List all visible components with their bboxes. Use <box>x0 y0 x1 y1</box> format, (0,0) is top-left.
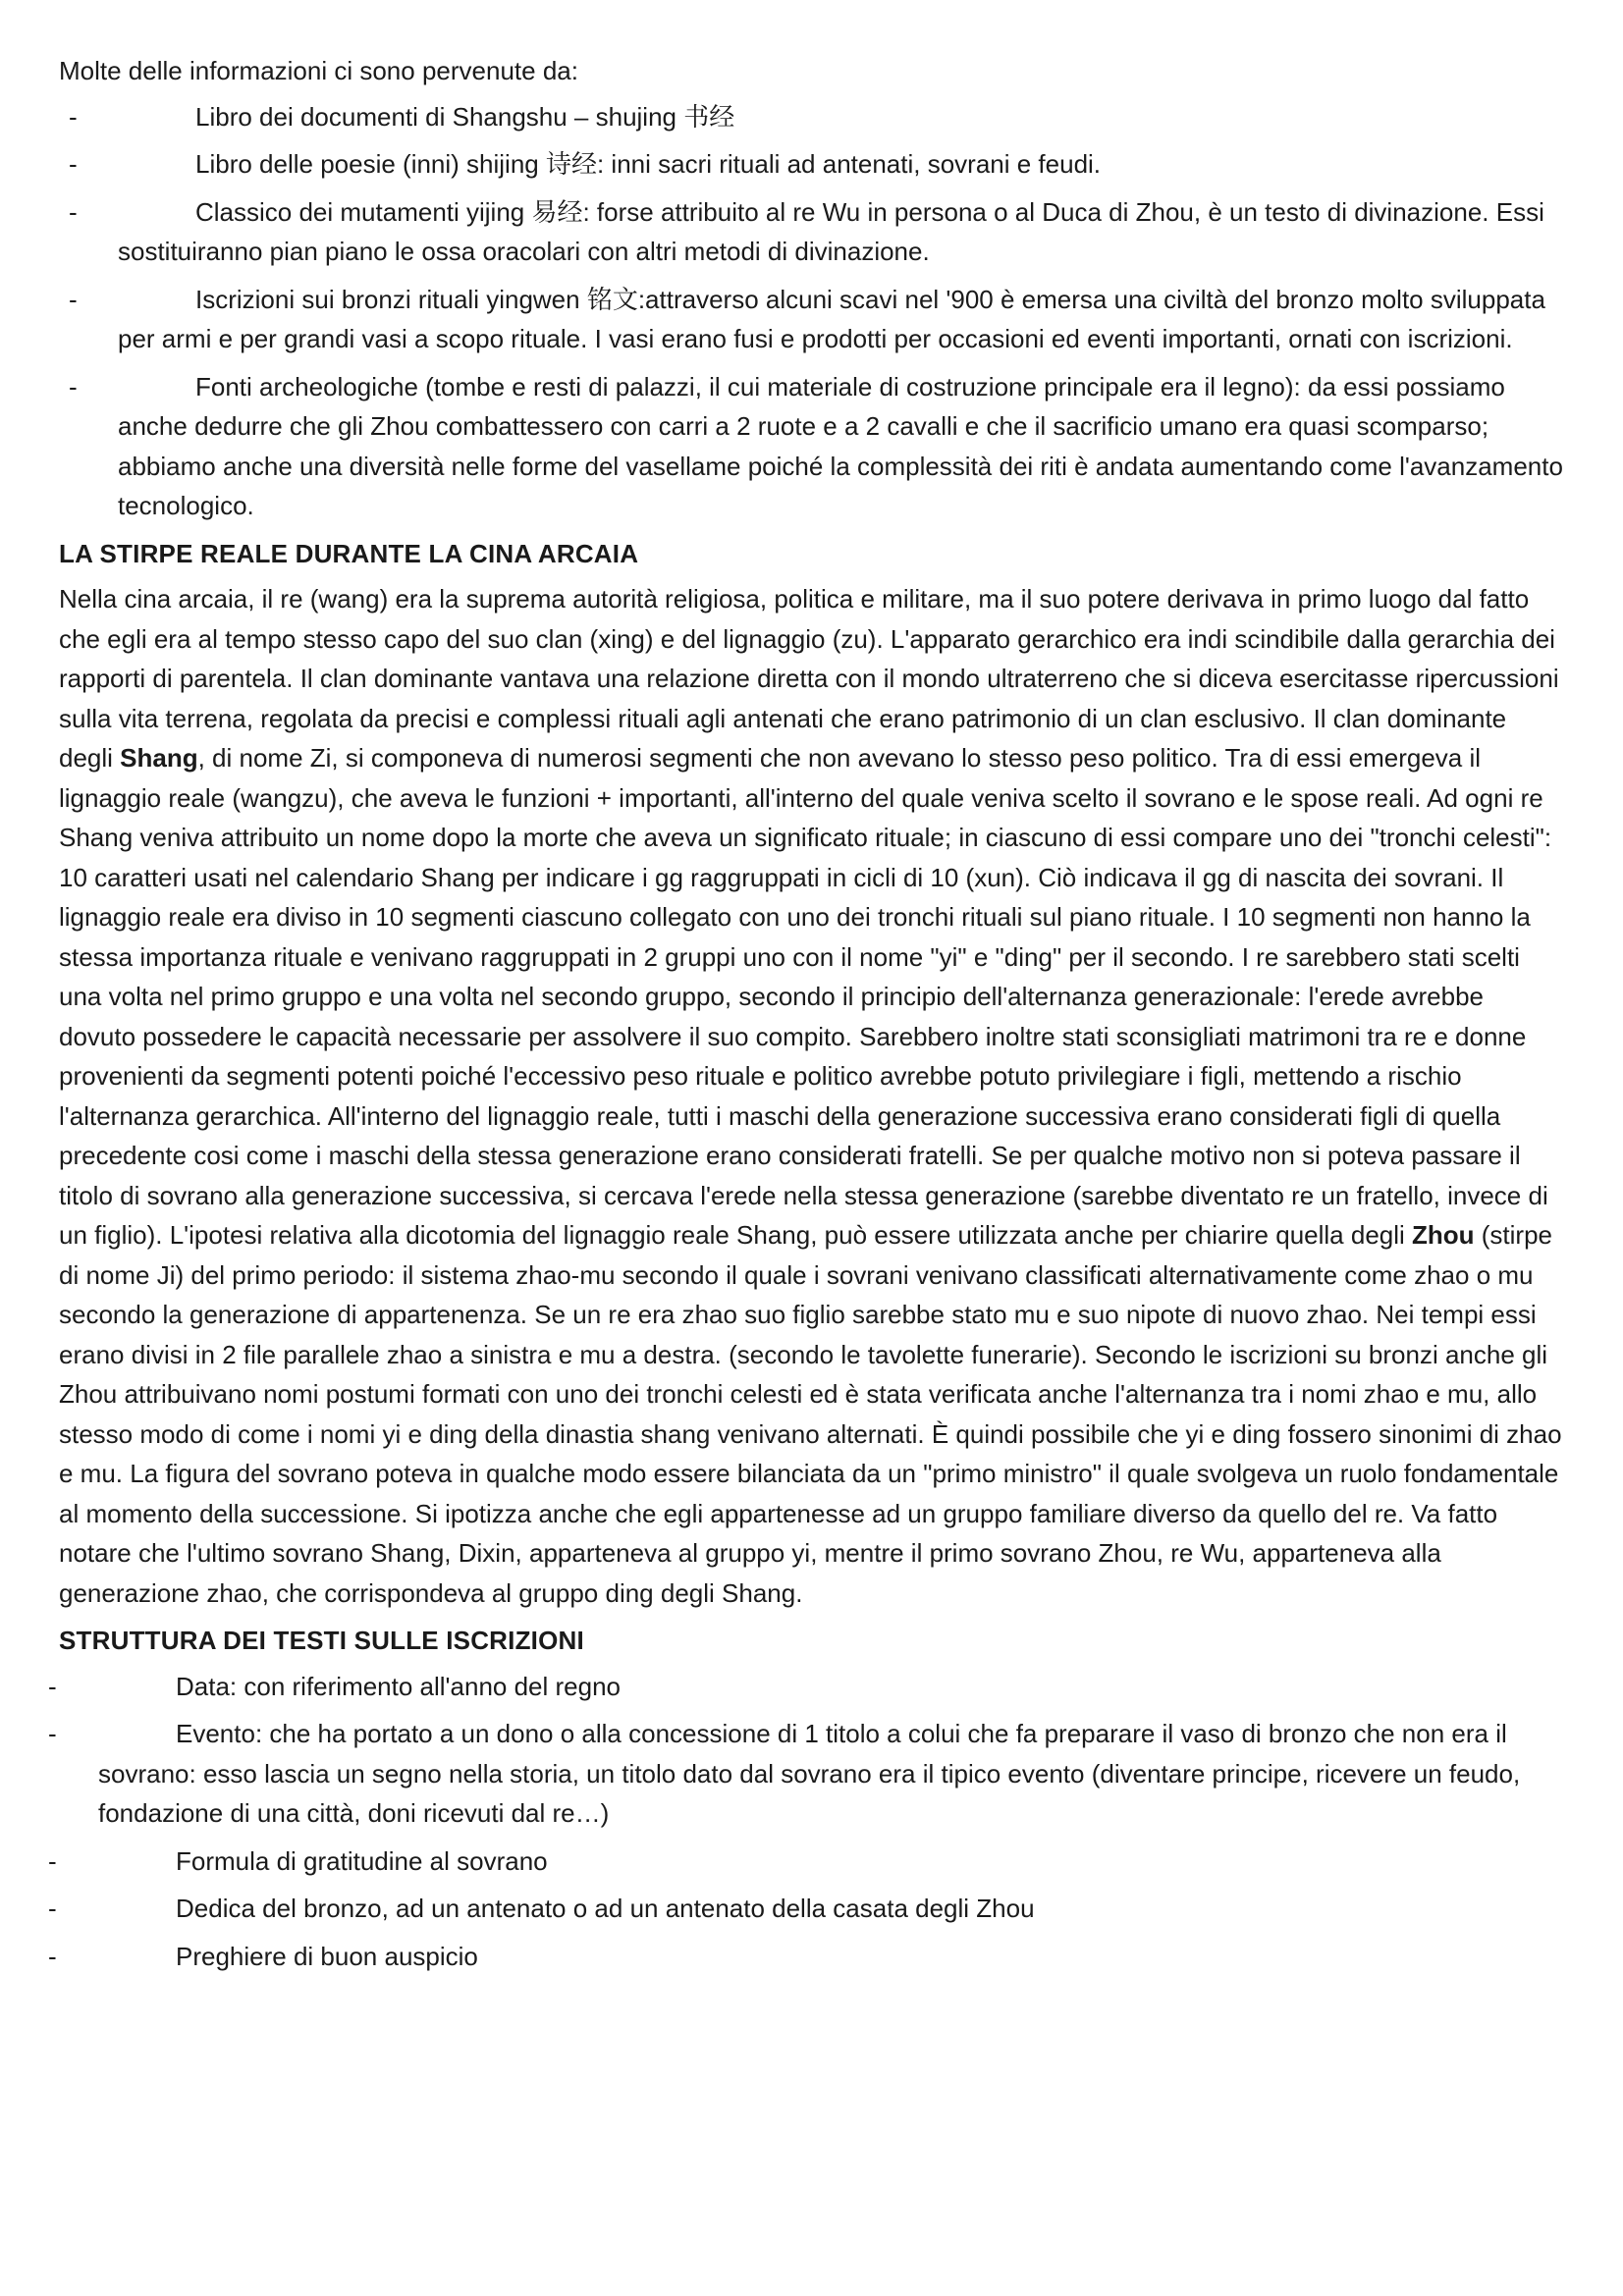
list-item <box>59 192 1566 272</box>
list-item <box>59 97 1566 137</box>
list-item <box>48 1714 1566 1834</box>
list-dash: - <box>69 284 78 314</box>
list-item-text: Preghiere di buon auspicio <box>176 1941 478 1971</box>
list-item <box>48 1667 1566 1707</box>
inscription-structure-list <box>48 1667 1566 1977</box>
section-heading-royal-lineage: LA STIRPE REALE DURANTE LA CINA ARCAIA <box>59 538 639 568</box>
paragraph-text: (stirpe di nome Ji) del primo periodo: il sistema zhao-mu secondo il quale i sovrani venivano classificati alternativamente come zhao o mu secondo la generazione di appartenenza. Se un re era zhao suo figlio sarebbe stato mu e suo nipote di nuovo zhao. Nei tempi essi erano divisi in 2 file parallele zhao a sinistra e mu a destra. (secondo le tavolette funerarie). Secondo le iscrizioni su bronzi anche gli Zhou attribuivano nomi postumi formati con uno dei tronchi celesti ed è stata verificata anche l'alternanza tra i nomi zhao e mu, allo stesso modo di come i nomi yi e ding della dinastia shang venivano alternati. È quindi possibile che yi e ding fossero sinonimi di zhao e mu. La figura del sovrano poteva in qualche modo essere bilanciata da un "primo ministro" il quale svolgeva un ruolo fondamentale al momento della successione. Si ipotizza anche che egli appartenesse ad un gruppo familiare diverso da quello del re. Va fatto notare che l'ultimo sovrano Shang, Dixin, apparteneva al gruppo yi, mentre il primo sovrano Zhou, re Wu, apparteneva alla generazione zhao, che corrispondeva al gruppo ding degli Shang. <box>59 1220 1562 1608</box>
list-dash: - <box>69 101 78 132</box>
list-item-text: Dedica del bronzo, ad un antenato o ad un antenato della casata degli Zhou <box>176 1894 1035 1923</box>
list-item <box>59 367 1566 526</box>
list-item-text: Formula di gratitudine al sovrano <box>176 1845 548 1876</box>
list-item-text: Libro dei documenti di Shangshu – shujing 书经 <box>195 101 735 132</box>
list-item-text: Data: con riferimento all'anno del regno <box>176 1671 622 1701</box>
list-item-text: Evento: che ha portato a un dono o alla concessione di 1 titolo a colui che fa preparare il vaso di bronzo che non era il sovrano: esso lascia un segno nella storia, un titolo dato dal sovrano era il tipico evento (diventare principe, ricevere un feudo, fondazione di una città, doni ricevuti dal re…) <box>98 1719 1521 1828</box>
list-dash: - <box>48 1719 57 1748</box>
paragraph-text: , di nome Zi, si componeva di numerosi segmenti che non avevano lo stesso peso politico. Tra di essi emergeva il lignaggio reale (wangzu), che aveva le funzioni + importanti, all'interno del quale veniva scelto il sovrano e le spose reali. Ad ogni re Shang veniva attribuito un nome dopo la morte che aveva un significato rituale; in ciascuno di essi compare uno dei "tronchi celesti": 10 caratteri usati nel calendario Shang per indicare i gg raggruppati in cicli di 10 (xun). Ciò indicava il gg di nascita dei sovrani. Il lignaggio reale era diviso in 10 segmenti ciascuno collegato con uno dei tronchi rituali sul piano rituale. I 10 segmenti non hanno la stessa importanza rituale e venivano raggruppati in 2 gruppi uno con il nome "yi" e "ding" per il secondo. I re sarebbero stati scelti una volta nel primo gruppo e una volta nel secondo gruppo, secondo il principio dell'alternanza generazionale: l'erede avrebbe dovuto possedere le capacità necessarie per assolvere il suo compito. Sarebbero inoltre stati sconsigliati matrimoni tra re e donne provenienti da segmenti potenti poiché l'eccessivo peso rituale e politico avrebbe potuto privilegiare i figli, mettendo a rischio l'alternanza gerarchica. All'interno del lignaggio reale, tutti i maschi della generazione successiva erano considerati figli di quella precedente cosi come i maschi della stessa generazione erano considerati fratelli. Se per qualche motivo non si poteva passare il titolo di sovrano alla generazione successiva, si cercava l'erede nella stessa generazione (sarebbe diventato re un fratello, invece di un figlio). L'ipotesi relativa alla dicotomia del lignaggio reale Shang, può essere utilizzata anche per chiarire quella degli <box>59 743 1552 1250</box>
list-dash: - <box>69 196 78 227</box>
list-dash: - <box>69 149 78 179</box>
list-item-text: Fonti archeologiche (tombe e resti di palazzi, il cui materiale di costruzione principale era il legno): da essi possiamo anche dedurre che gli Zhou combattessero con carri a 2 ruote e a 2 cavalli e che il sacrificio umano era quasi scomparso; abbiamo anche una diversità nelle forme del vasellame poiché la complessità dei riti è andata aumentando come l'avanzamento tecnologico. <box>118 371 1563 520</box>
list-item-text: Classico dei mutamenti yijing 易经: forse attribuito al re Wu in persona o al Duca di Zhou, è un testo di divinazione. Essi sostituiranno pian piano le ossa oracolari con altri metodi di divinazione. <box>118 196 1544 266</box>
intro-line: Molte delle informazioni ci sono pervenute da: <box>59 56 578 85</box>
list-dash: - <box>69 371 78 401</box>
list-dash: - <box>48 1671 57 1701</box>
paragraph-text: Nella cina arcaia, il re (wang) era la suprema autorità religiosa, politica e militare, ma il suo potere derivava in primo luogo dal fatto che egli era al tempo stesso capo del suo clan (xing) e del lignaggio (zu). L'apparato gerarchico era indi scindibile dalla gerarchia dei rapporti di parentela. Il clan dominante vantava una relazione diretta con il mondo ultraterreno che si diceva esercitasse ripercussioni sulla vita terrena, regolata da precisi e complessi rituali agli antenati che erano patrimonio di un clan esclusivo. Il clan dominante degli <box>59 584 1559 773</box>
list-item <box>48 1889 1566 1929</box>
sources-list <box>59 97 1566 526</box>
list-dash: - <box>48 1941 57 1971</box>
list-item <box>48 1842 1566 1882</box>
list-item-text: Libro delle poesie (inni) shijing 诗经: inni sacri rituali ad antenati, sovrani e feudi. <box>195 149 1102 179</box>
list-dash: - <box>48 1845 57 1876</box>
list-item-text: Iscrizioni sui bronzi rituali yingwen 铭文:attraverso alcuni scavi nel '900 è emersa una civiltà del bronzo molto sviluppata per armi e per grandi vasi a scopo rituale. I vasi erano fusi e prodotti per occasioni ed eventi importanti, ornati con iscrizioni. <box>118 284 1545 353</box>
section-heading-inscriptions: STRUTTURA DEI TESTI SULLE ISCRIZIONI <box>59 1626 584 1655</box>
list-item <box>59 280 1566 359</box>
bold-term-zhou: Zhou <box>1412 1220 1475 1250</box>
list-item <box>59 144 1566 185</box>
bold-term-shang: Shang <box>120 743 198 773</box>
list-item <box>48 1937 1566 1977</box>
document-page <box>48 51 1566 1984</box>
list-dash: - <box>48 1894 57 1923</box>
royal-lineage-paragraph <box>59 579 1566 1613</box>
